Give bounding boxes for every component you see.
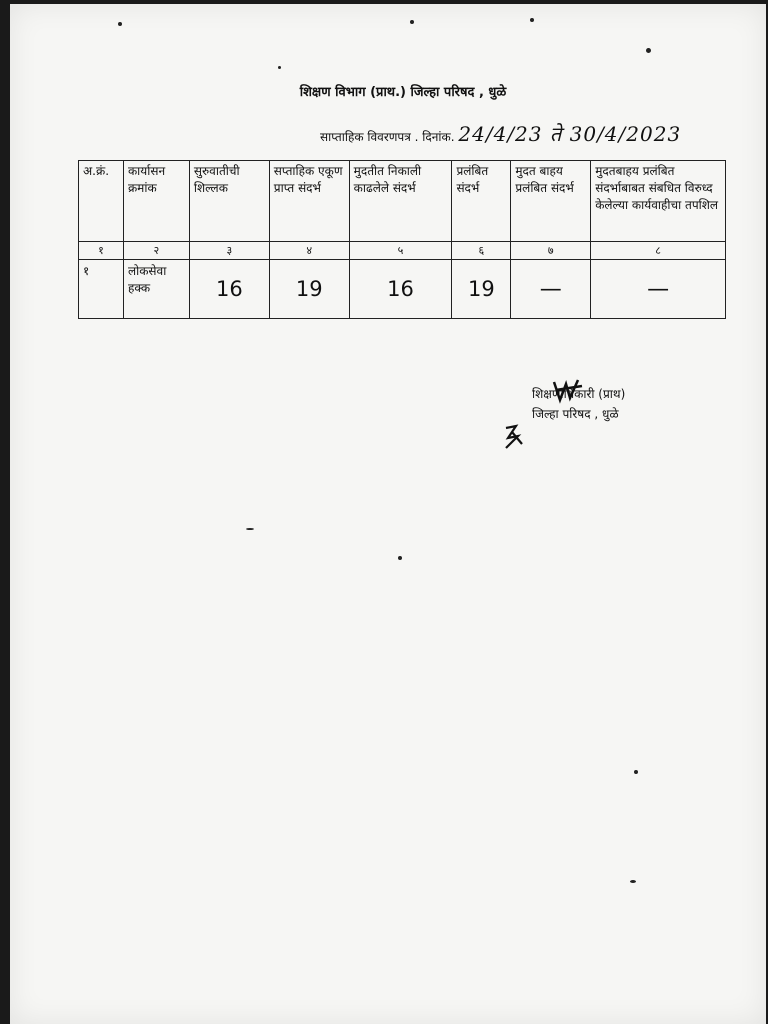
cell-desk: लोकसेवा हक्क [123,260,189,319]
scan-speck [398,556,402,560]
cell-sr: १ [79,260,124,319]
cell-action: — [591,260,726,319]
scan-speck [278,66,281,69]
column-number: ६ [452,242,511,260]
column-number: ४ [269,242,349,260]
signature-block [502,384,625,424]
cell-received: 19 [269,260,349,319]
office-title: शिक्षण विभाग (प्राथ.) जिल्हा परिषद , धुळे [299,85,507,100]
scan-speck [246,528,254,530]
header-desk: कार्यासन क्रमांक [123,161,189,242]
report-date-line [320,120,681,147]
header-opening: सुरुवातीची शिल्लक [189,161,269,242]
initials-mark [502,424,526,455]
column-number: ७ [511,242,591,260]
header-pending: प्रलंबित संदर्भ [452,161,511,242]
header-received: सप्ताहिक एकूण प्राप्त संदर्भ [269,161,349,242]
scan-speck [630,880,636,883]
cell-disposed: 16 [349,260,452,319]
scan-speck [410,20,414,24]
scan-speck [530,18,534,22]
cell-opening: 16 [189,260,269,319]
column-number: ३ [189,242,269,260]
signatory-office: जिल्हा परिषद , धुळे [532,407,619,421]
column-number-row [79,242,726,260]
weekly-report-table [78,160,726,319]
scan-speck [646,48,651,53]
report-period: 24/4/23 ते 30/4/2023 [458,122,682,146]
table-header-row [79,161,726,242]
header-disposed: मुदतीत निकाली काढलेले संदर्भ [349,161,452,242]
table-row [79,260,726,319]
document-page [10,4,766,1024]
column-number: २ [123,242,189,260]
column-number: ८ [591,242,726,260]
header-action: मुदतबाहय प्रलंबित संदर्भाबाबत संबधित विरुध्द केलेल्या कार्यवाहीचा तपशिल [591,161,726,242]
cell-overdue: — [511,260,591,319]
column-number: ५ [349,242,452,260]
report-label: साप्ताहिक विवरणपत्र . दिनांक. [320,130,455,144]
cell-pending: 19 [452,260,511,319]
header-overdue: मुदत बाहय प्रलंबित संदर्भ [511,161,591,242]
column-number: १ [79,242,124,260]
scan-speck [634,770,638,774]
signatory-title: शिक्षणाधिकारी (प्राथ) [532,387,626,401]
header-sr: अ.क्रं. [79,161,124,242]
scan-speck [118,22,122,26]
